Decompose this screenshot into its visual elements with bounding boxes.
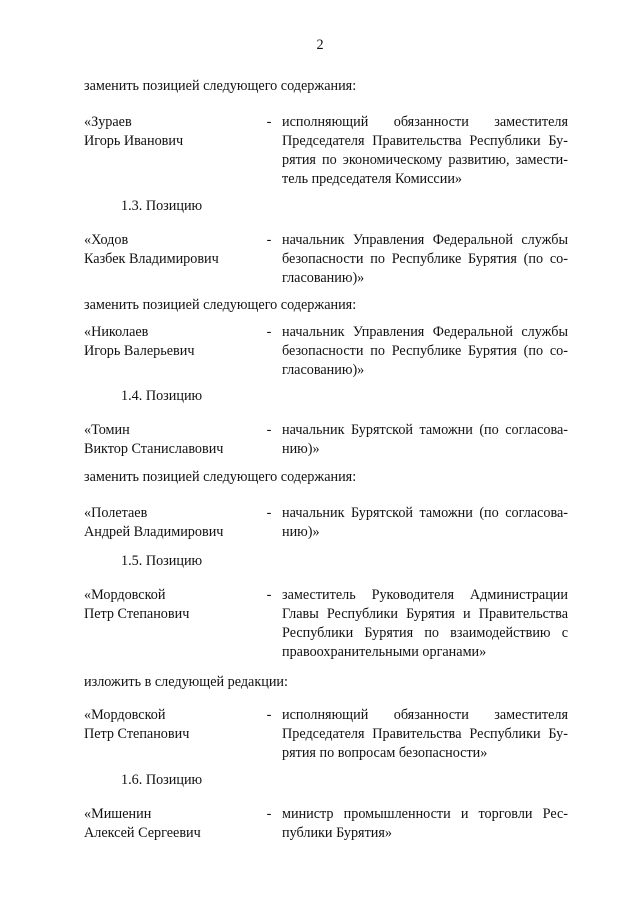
name-line: «Мишенин	[84, 806, 152, 822]
entry-dash: -	[266, 587, 272, 603]
name-line: «Зураев	[84, 114, 132, 130]
description-line: Председателя Правительства Республики Бу-	[282, 726, 568, 742]
description-line: нию)»	[282, 524, 320, 540]
description-line: исполняющий обязанности заместителя	[282, 114, 568, 130]
name-line: «Мордовской	[84, 707, 166, 723]
entry-dash: -	[266, 806, 272, 822]
section-heading: 1.4. Позицию	[121, 388, 203, 404]
person-name	[84, 805, 254, 843]
name-line: Игорь Валерьевич	[84, 343, 195, 359]
description-line: начальник Бурятской таможни (по согласова-	[282, 505, 568, 521]
position-description	[282, 805, 568, 843]
person-name	[84, 421, 254, 459]
description-line: правоохранительными органами»	[282, 644, 487, 660]
description-line: безопасности по Республике Бурятия (по со-	[282, 251, 568, 267]
entry-dash: -	[266, 505, 272, 521]
name-line: «Николаев	[84, 324, 149, 340]
description-line: публики Бурятия»	[282, 825, 392, 841]
position-description	[282, 421, 568, 459]
section-heading: 1.6. Позицию	[121, 772, 203, 788]
position-description	[282, 113, 568, 189]
entry-dash: -	[266, 324, 272, 340]
page-number: 2	[316, 37, 324, 53]
name-line: «Мордовской	[84, 587, 166, 603]
position-description	[282, 706, 568, 763]
name-line: Виктор Станиславович	[84, 441, 224, 457]
name-line: Казбек Владимирович	[84, 251, 219, 267]
person-name	[84, 231, 254, 269]
instruction-text: изложить в следующей редакции:	[84, 674, 288, 690]
name-line: Петр Степанович	[84, 606, 190, 622]
person-name	[84, 504, 254, 542]
name-line: «Полетаев	[84, 505, 148, 521]
position-description	[282, 323, 568, 380]
description-line: гласованию)»	[282, 362, 365, 378]
person-name	[84, 113, 254, 151]
name-line: «Ходов	[84, 232, 129, 248]
instruction-text: заменить позицией следующего содержания:	[84, 469, 357, 485]
description-line: министр промышленности и торговли Рес-	[282, 806, 568, 822]
description-line: рятия по вопросам безопасности»	[282, 745, 488, 761]
instruction-text: заменить позицией следующего содержания:	[84, 297, 357, 313]
description-line: рятия по экономическому развитию, замести-	[282, 152, 568, 168]
description-line: тель председателя Комиссии»	[282, 171, 463, 187]
name-line: Петр Степанович	[84, 726, 190, 742]
person-name	[84, 323, 254, 361]
name-line: Игорь Иванович	[84, 133, 184, 149]
instruction-text: заменить позицией следующего содержания:	[84, 78, 357, 94]
position-description	[282, 586, 568, 662]
description-line: нию)»	[282, 441, 320, 457]
description-line: гласованию)»	[282, 270, 365, 286]
position-description	[282, 231, 568, 288]
description-line: заместитель Руководителя Администрации	[282, 587, 568, 603]
description-line: Республики Бурятия по взаимодействию с	[282, 625, 568, 641]
name-line: Алексей Сергеевич	[84, 825, 201, 841]
description-line: безопасности по Республике Бурятия (по со-	[282, 343, 568, 359]
section-heading: 1.3. Позицию	[121, 198, 203, 214]
description-line: Председателя Правительства Республики Бу-	[282, 133, 568, 149]
entry-dash: -	[266, 707, 272, 723]
description-line: исполняющий обязанности заместителя	[282, 707, 568, 723]
description-line: начальник Бурятской таможни (по согласова-	[282, 422, 568, 438]
name-line: «Томин	[84, 422, 130, 438]
name-line: Андрей Владимирович	[84, 524, 224, 540]
person-name	[84, 706, 254, 744]
person-name	[84, 586, 254, 624]
entry-dash: -	[266, 114, 272, 130]
description-line: Главы Республики Бурятия и Правительства	[282, 606, 568, 622]
description-line: начальник Управления Федеральной службы	[282, 324, 568, 340]
entry-dash: -	[266, 232, 272, 248]
entry-dash: -	[266, 422, 272, 438]
position-description	[282, 504, 568, 542]
description-line: начальник Управления Федеральной службы	[282, 232, 568, 248]
section-heading: 1.5. Позицию	[121, 553, 203, 569]
